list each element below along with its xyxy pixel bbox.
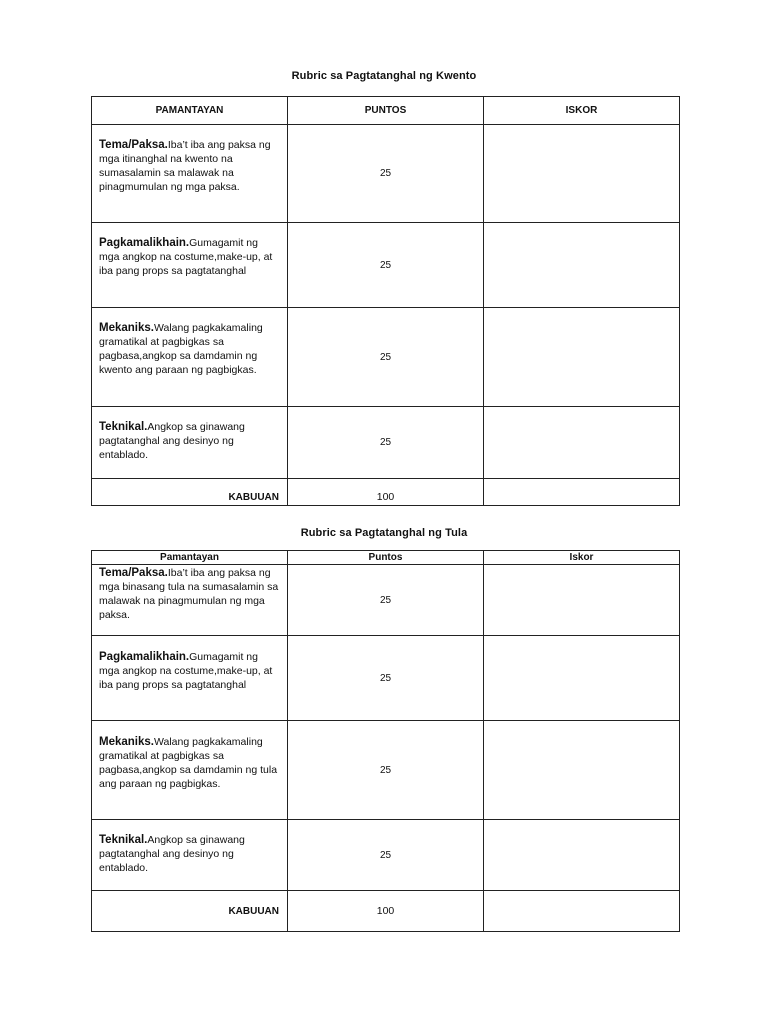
criteria-label: Mekaniks. — [99, 322, 154, 334]
criteria-description: Walang pagkakamaling gramatikal at pagbigkas sa pagbasa,angkop sa damdamin ng tula ang paraan ng pagbigkas. — [99, 736, 278, 790]
header-puntos: PUNTOS — [288, 97, 484, 125]
header-iskor: ISKOR — [484, 97, 680, 125]
criteria-description: Walang pagkakamaling gramatikal at pagbigkas sa pagbasa,angkop sa damdamin ng kwento ang paraan ng pagbigkas. — [99, 322, 263, 376]
table-row — [92, 308, 680, 407]
criteria-cell — [92, 223, 288, 308]
tula-rubric-title: Rubric sa Pagtatanghal ng Tula — [300, 527, 468, 539]
criteria-label: Pagkamalikhain. — [99, 237, 190, 249]
points-cell: 25 — [288, 125, 484, 223]
table-row — [92, 820, 680, 891]
table-row — [92, 565, 680, 636]
criteria-cell — [92, 125, 288, 223]
total-row — [92, 891, 680, 932]
total-score-cell[interactable] — [484, 479, 680, 506]
score-cell[interactable] — [484, 223, 680, 308]
criteria-cell — [92, 636, 288, 721]
tula-rubric-table — [91, 550, 680, 932]
points-cell: 25 — [288, 223, 484, 308]
header-iskor: Iskor — [484, 551, 680, 565]
table-row — [92, 125, 680, 223]
points-cell: 25 — [288, 308, 484, 407]
header-pamantayan: Pamantayan — [92, 551, 288, 565]
table-row — [92, 223, 680, 308]
score-cell[interactable] — [484, 565, 680, 636]
kwento-rubric-title: Rubric sa Pagtatanghal ng Kwento — [291, 70, 477, 82]
criteria-description: Angkop sa ginawang pagtatanghal ang desinyo ng entablado. — [99, 834, 245, 874]
criteria-cell — [92, 820, 288, 891]
criteria-label: Teknikal. — [99, 421, 148, 433]
total-label: KABUUAN — [92, 479, 288, 506]
criteria-cell — [92, 407, 288, 479]
criteria-description: Iba’t iba ang paksa ng mga itinanghal na kwento na sumasalamin sa malawak na pinagmumulan ng mga paksa. — [99, 139, 271, 193]
score-cell[interactable] — [484, 721, 680, 820]
criteria-description: Gumagamit ng mga angkop na costume,make-up, at iba pang props sa pagtatanghal — [99, 237, 273, 277]
table-row — [92, 721, 680, 820]
criteria-description: Gumagamit ng mga angkop na costume,make-up, at iba pang props sa pagtatanghal — [99, 651, 273, 691]
table-row — [92, 636, 680, 721]
criteria-label: Pagkamalikhain. — [99, 651, 190, 663]
criteria-label: Tema/Paksa. — [99, 139, 168, 151]
points-cell: 25 — [288, 565, 484, 636]
score-cell[interactable] — [484, 308, 680, 407]
criteria-label: Teknikal. — [99, 834, 148, 846]
score-cell[interactable] — [484, 820, 680, 891]
table-header-row — [92, 97, 680, 125]
criteria-cell — [92, 308, 288, 407]
points-cell: 25 — [288, 407, 484, 479]
total-label: KABUUAN — [92, 891, 288, 932]
kwento-rubric-table — [91, 96, 680, 506]
total-points: 100 — [288, 479, 484, 506]
table-row — [92, 407, 680, 479]
total-score-cell[interactable] — [484, 891, 680, 932]
total-points: 100 — [288, 891, 484, 932]
table-header-row — [92, 551, 680, 565]
points-cell: 25 — [288, 820, 484, 891]
score-cell[interactable] — [484, 407, 680, 479]
criteria-cell — [92, 565, 288, 636]
criteria-label: Tema/Paksa. — [99, 567, 168, 579]
header-pamantayan: PAMANTAYAN — [92, 97, 288, 125]
criteria-label: Mekaniks. — [99, 736, 154, 748]
points-cell: 25 — [288, 636, 484, 721]
score-cell[interactable] — [484, 125, 680, 223]
points-cell: 25 — [288, 721, 484, 820]
criteria-cell — [92, 721, 288, 820]
total-row — [92, 479, 680, 506]
header-puntos: Puntos — [288, 551, 484, 565]
criteria-description: Iba’t iba ang paksa ng mga binasang tula na sumasalamin sa malawak na pinagmumulan ng mga paksa. — [99, 567, 279, 621]
score-cell[interactable] — [484, 636, 680, 721]
criteria-description: Angkop sa ginawang pagtatanghal ang desinyo ng entablado. — [99, 421, 245, 461]
